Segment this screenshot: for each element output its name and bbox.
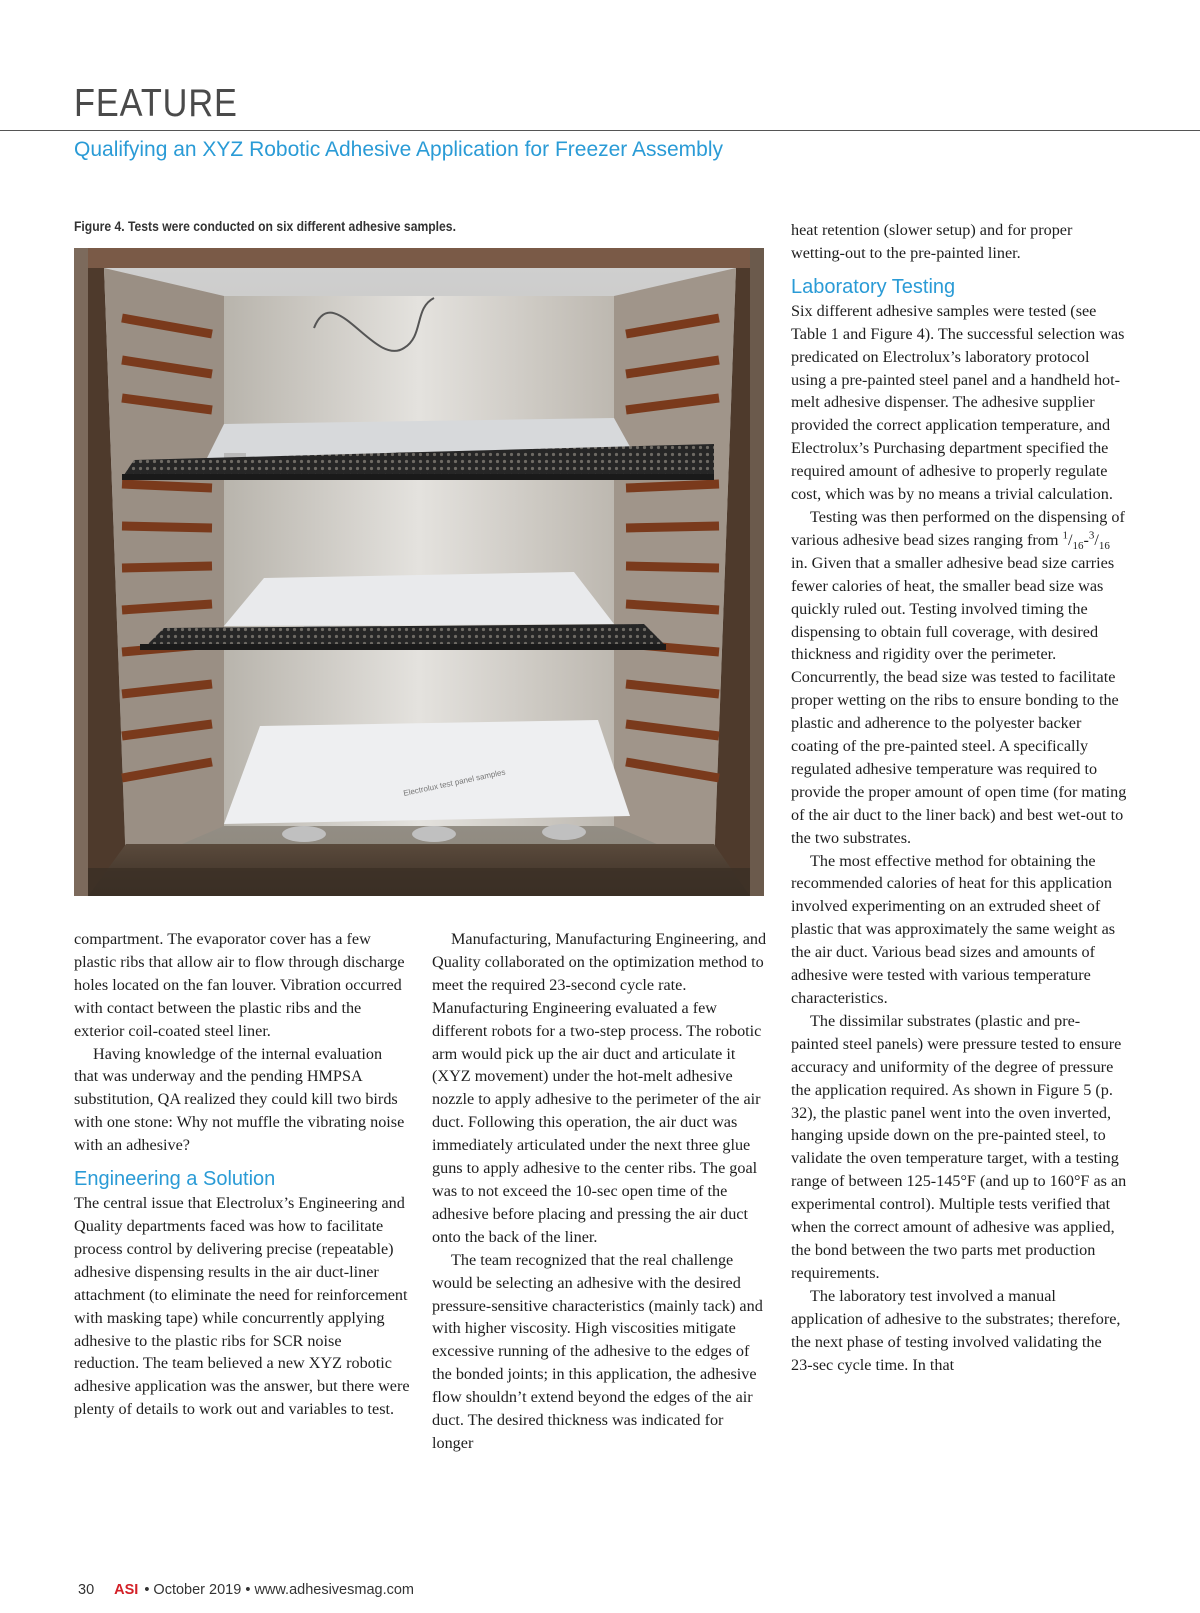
section-label: FEATURE bbox=[74, 82, 238, 125]
fraction-denominator: 16 bbox=[1098, 540, 1110, 553]
fraction-denominator: 16 bbox=[1072, 540, 1084, 553]
paragraph: The central issue that Electrolux’s Engineering and Quality departments faced was how to facilitate process control by delivering precise (repeatable) adhesive dispensing results in the air duct-liner attachment (to eliminate the need for reinforcement with masking tape) while concurrently applying adhesive to the plastic ribs for SCR noise reduction. The team believed a new XYZ robotic adhesive application was the answer, but there were plenty of details to work out and variables to test. bbox=[74, 1194, 410, 1419]
article-column-2 bbox=[432, 928, 768, 1455]
paragraph: Having knowledge of the internal evaluation that was underway and the pending HMPSA substitution, QA realized they could kill two birds with one stone: Why not muffle the vibrating noise with an adhesive? bbox=[74, 1044, 405, 1155]
paragraph: heat retention (slower setup) and for proper wetting-out to the pre-painted liner. bbox=[791, 221, 1073, 262]
section-heading-engineering: Engineering a Solution bbox=[74, 1168, 276, 1191]
article-column-3 bbox=[791, 219, 1127, 1376]
paragraph: The team recognized that the real challenge would be selecting an adhesive with the desired pressure-sensitive characteristics (mainly tack) and with higher viscosity. High viscosities mitigate excessive running of the adhesive to the edges of the bonded joints; in this application, the adhesive flow shouldn’t extend beyond the edges of the air duct. The desired thickness was indicated for longer bbox=[432, 1250, 763, 1452]
issue-date: October 2019 bbox=[153, 1582, 242, 1598]
paragraph: Six different adhesive samples were tested (see Table 1 and Figure 4). The successful selection was predicated on Electrolux’s laboratory protocol using a pre-painted steel panel and a handheld hot-melt adhesive dispenser. The adhesive supplier provided the correct application temperature, and Electrolux’s Purchasing department specified the required amount of adhesive to properly regulate cost, which was by no means a trivial calculation. bbox=[791, 301, 1125, 504]
figure-caption: Figure 4. Tests were conducted on six different adhesive samples. bbox=[74, 219, 456, 234]
paragraph: The most effective method for obtaining the recommended calories of heat for this application involved experimenting on an extruded sheet of plastic that was approximately the same weight as the air duct. Various bead sizes and amounts of adhesive were tested with various temperature characteristics. bbox=[791, 851, 1116, 1007]
handwritten-note: Electrolux test panel samples bbox=[402, 767, 507, 798]
page-number: 30 bbox=[78, 1582, 95, 1598]
paragraph: Manufacturing, Manufacturing Engineering, and Quality collaborated on the optimization method to meet the required 23-second cycle rate. Manufacturing Engineering evaluated a few different robots for a two-step process. The robotic arm would pick up the air duct and articulate it (XYZ movement) under the hot-melt adhesive nozzle to apply adhesive to the perimeter of the air duct. Following this operation, the air duct was immediately articulated under the next three glue guns to apply adhesive to the center ribs. The goal was to not exceed the 10-sec open time of the adhesive before placing and pressing the air duct onto the back of the liner. bbox=[432, 930, 767, 1246]
paragraph: The laboratory test involved a manual application of adhesive to the substrates; therefore, the next phase of testing involved validating the 23-sec cycle time. In that bbox=[791, 1286, 1121, 1374]
article-column-1 bbox=[74, 928, 410, 1421]
paragraph: compartment. The evaporator cover has a few plastic ribs that allow air to flow through discharge holes located on the fan louver. Vibration occurred with contact between the plastic ribs and the exterior coil-coated steel liner. bbox=[74, 930, 405, 1040]
paragraph: The dissimilar substrates (plastic and pre-painted steel panels) were pressure tested to ensure accuracy and uniformity of the degree of pressure the application required. As shown in Figure 5 (p. 32), the plastic panel went into the oven inverted, hanging upside down on the pre-painted steel, to validate the oven temperature target, with a testing range of between 125-145°F (and up to 160°F as an experimental control). Multiple tests verified that when the correct amount of adhesive was applied, the bond between the two parts met production requirements. bbox=[791, 1011, 1127, 1282]
website-url: www.adhesivesmag.com bbox=[254, 1582, 415, 1598]
paragraph: Testing was then performed on the dispensing of various adhesive bead sizes ranging from $^1/_{16}-^3/_{16}$ in. Given that a smaller adhesive bead size carries fewer calories of heat, the smaller bead size was quickly ruled out. Testing involved timing the dispensing to obtain full coverage, with desired thickness and rigidity over the perimeter. Concurrently, the bead size was tested to facilitate proper wetting on the ribs to ensure bonding to the plastic and adherence to the polyester backer coating of the pre-painted steel. A specifically regulated adhesive temperature was required to provide the proper amount of open time (for mating of the air duct to the liner back) and best wet-out to the two substrates. bbox=[791, 507, 1127, 847]
header-rule bbox=[0, 130, 1200, 131]
figure-photo-oven bbox=[74, 248, 764, 896]
fraction-numerator: 3 bbox=[1088, 529, 1095, 542]
article-title: Qualifying an XYZ Robotic Adhesive Application for Freezer Assembly bbox=[74, 138, 723, 161]
page-footer: 30 ASI • October 2019 • www.adhesivesmag.com bbox=[78, 1582, 415, 1598]
publication-brand: ASI bbox=[114, 1582, 139, 1598]
fraction-numerator: 1 bbox=[1062, 529, 1069, 542]
section-heading-laboratory: Laboratory Testing bbox=[791, 275, 956, 298]
